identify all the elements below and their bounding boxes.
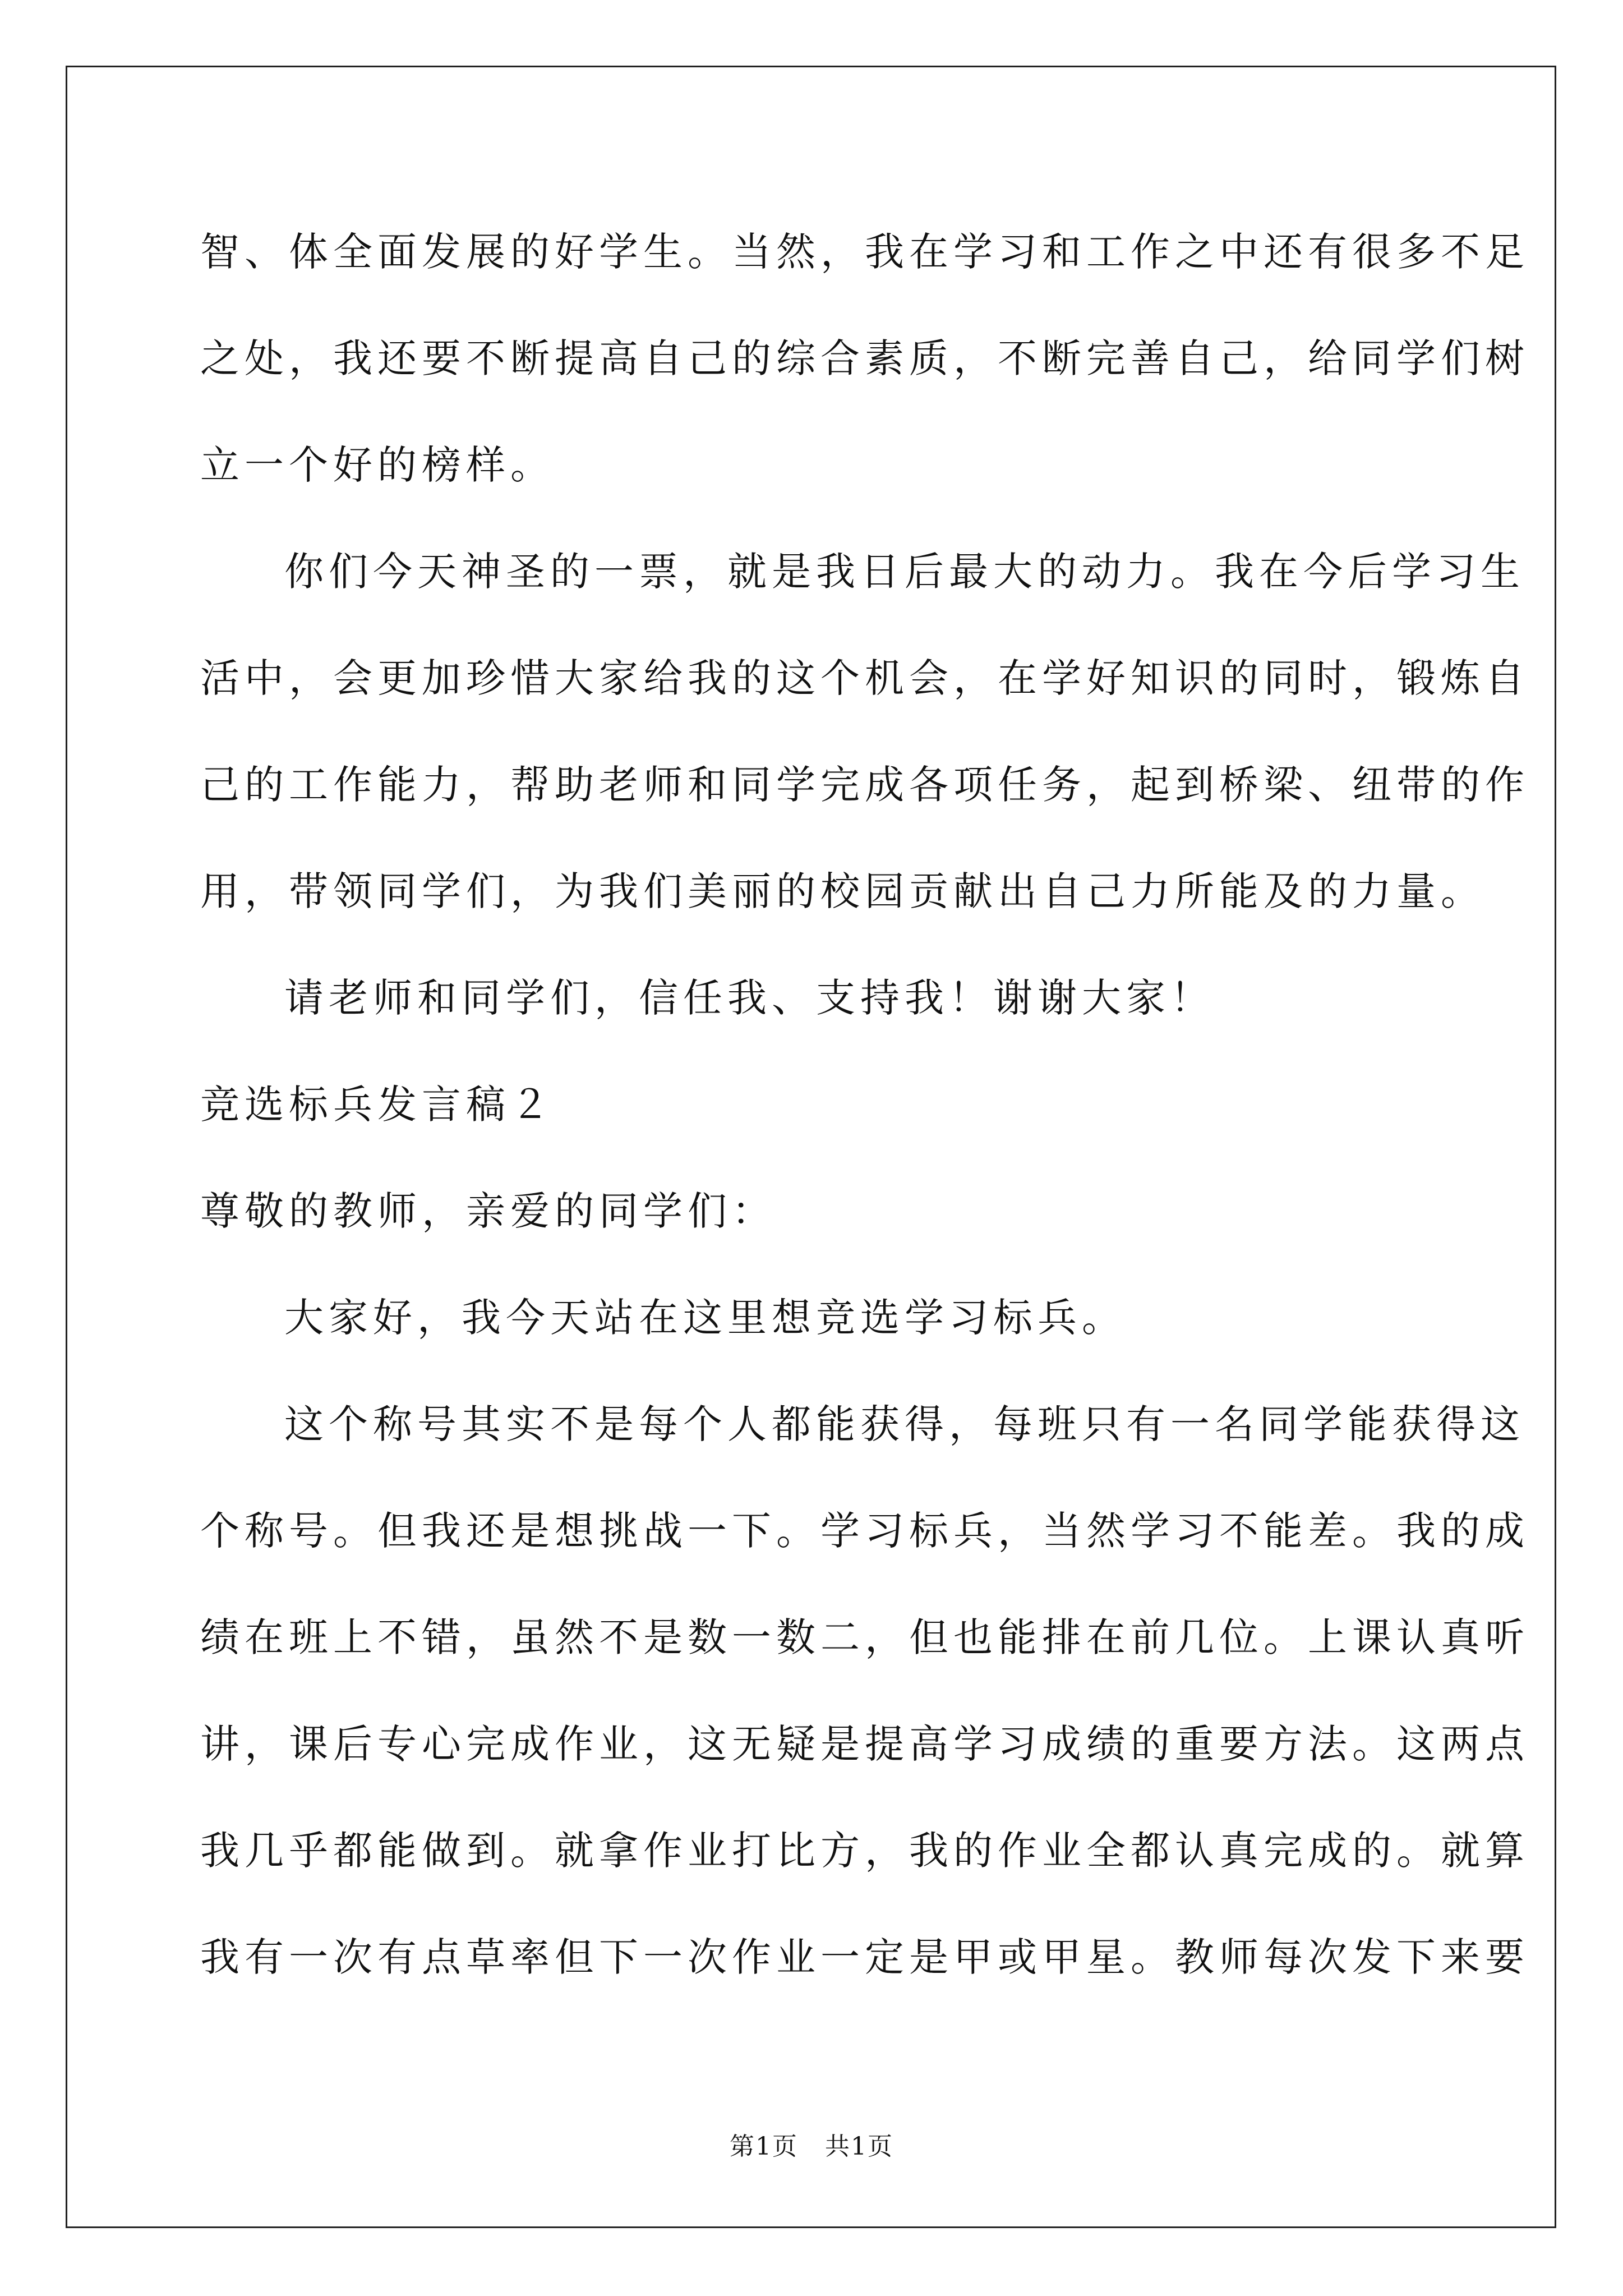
text-line: 讲，课后专心完成作业，这无疑是提高学习成绩的重要方法。这两点 <box>200 1721 1529 1767</box>
text-line: 活中，会更加珍惜大家给我的这个机会，在学好知识的同时，锻炼自 <box>200 655 1529 701</box>
paragraph <box>200 535 1529 961</box>
page-total: 共1页 <box>825 2132 893 2161</box>
page-number: 第1页 <box>730 2132 798 2161</box>
paragraph <box>200 961 1434 1068</box>
text-line: 智、体全面发展的好学生。当然，我在学习和工作之中还有很多不足 <box>200 229 1529 275</box>
text-line: 绩在班上不错，虽然不是数一数二，但也能排在前几位。上课认真听 <box>200 1614 1529 1660</box>
paragraph <box>200 1388 1529 2027</box>
paragraph <box>200 1281 1434 1388</box>
text-line: 个称号。但我还是想挑战一下。学习标兵，当然学习不能差。我的成 <box>200 1508 1529 1554</box>
text-line: 立一个好的榜样。 <box>200 442 555 488</box>
text-line: 我几乎都能做到。就拿作业打比方，我的作业全都认真完成的。就算 <box>200 1828 1529 1874</box>
text-line: 之处，我还要不断提高自己的综合素质，不断完善自己，给同学们树 <box>200 335 1529 381</box>
text-line: 用，带领同学们，为我们美丽的校园贡献出自己力所能及的力量。 <box>200 868 1485 914</box>
text-line: 请老师和同学们，信任我、支持我！谢谢大家！ <box>284 975 1215 1021</box>
paragraph <box>200 215 1529 535</box>
text-line: 这个称号其实不是每个人都能获得，每班只有一名同学能获得这 <box>284 1401 1525 1447</box>
salutation <box>200 1175 1434 1281</box>
text-line: 竞选标兵发言稿２ <box>200 1082 555 1128</box>
text-line: 尊敬的教师，亲爱的同学们： <box>200 1188 776 1234</box>
text-line: 你们今天神圣的一票，就是我日后最大的动力。我在今后学习生 <box>284 549 1525 595</box>
document-body <box>200 215 1529 2027</box>
section-heading <box>200 1068 1434 1175</box>
text-line: 我有一次有点草率但下一次作业一定是甲或甲星。教师每次发下来要 <box>200 1934 1529 1980</box>
text-line: 己的工作能力，帮助老师和同学完成各项任务，起到桥梁、纽带的作 <box>200 762 1529 808</box>
page-footer <box>0 2126 1623 2162</box>
text-line: 大家好，我今天站在这里想竞选学习标兵。 <box>284 1295 1126 1341</box>
